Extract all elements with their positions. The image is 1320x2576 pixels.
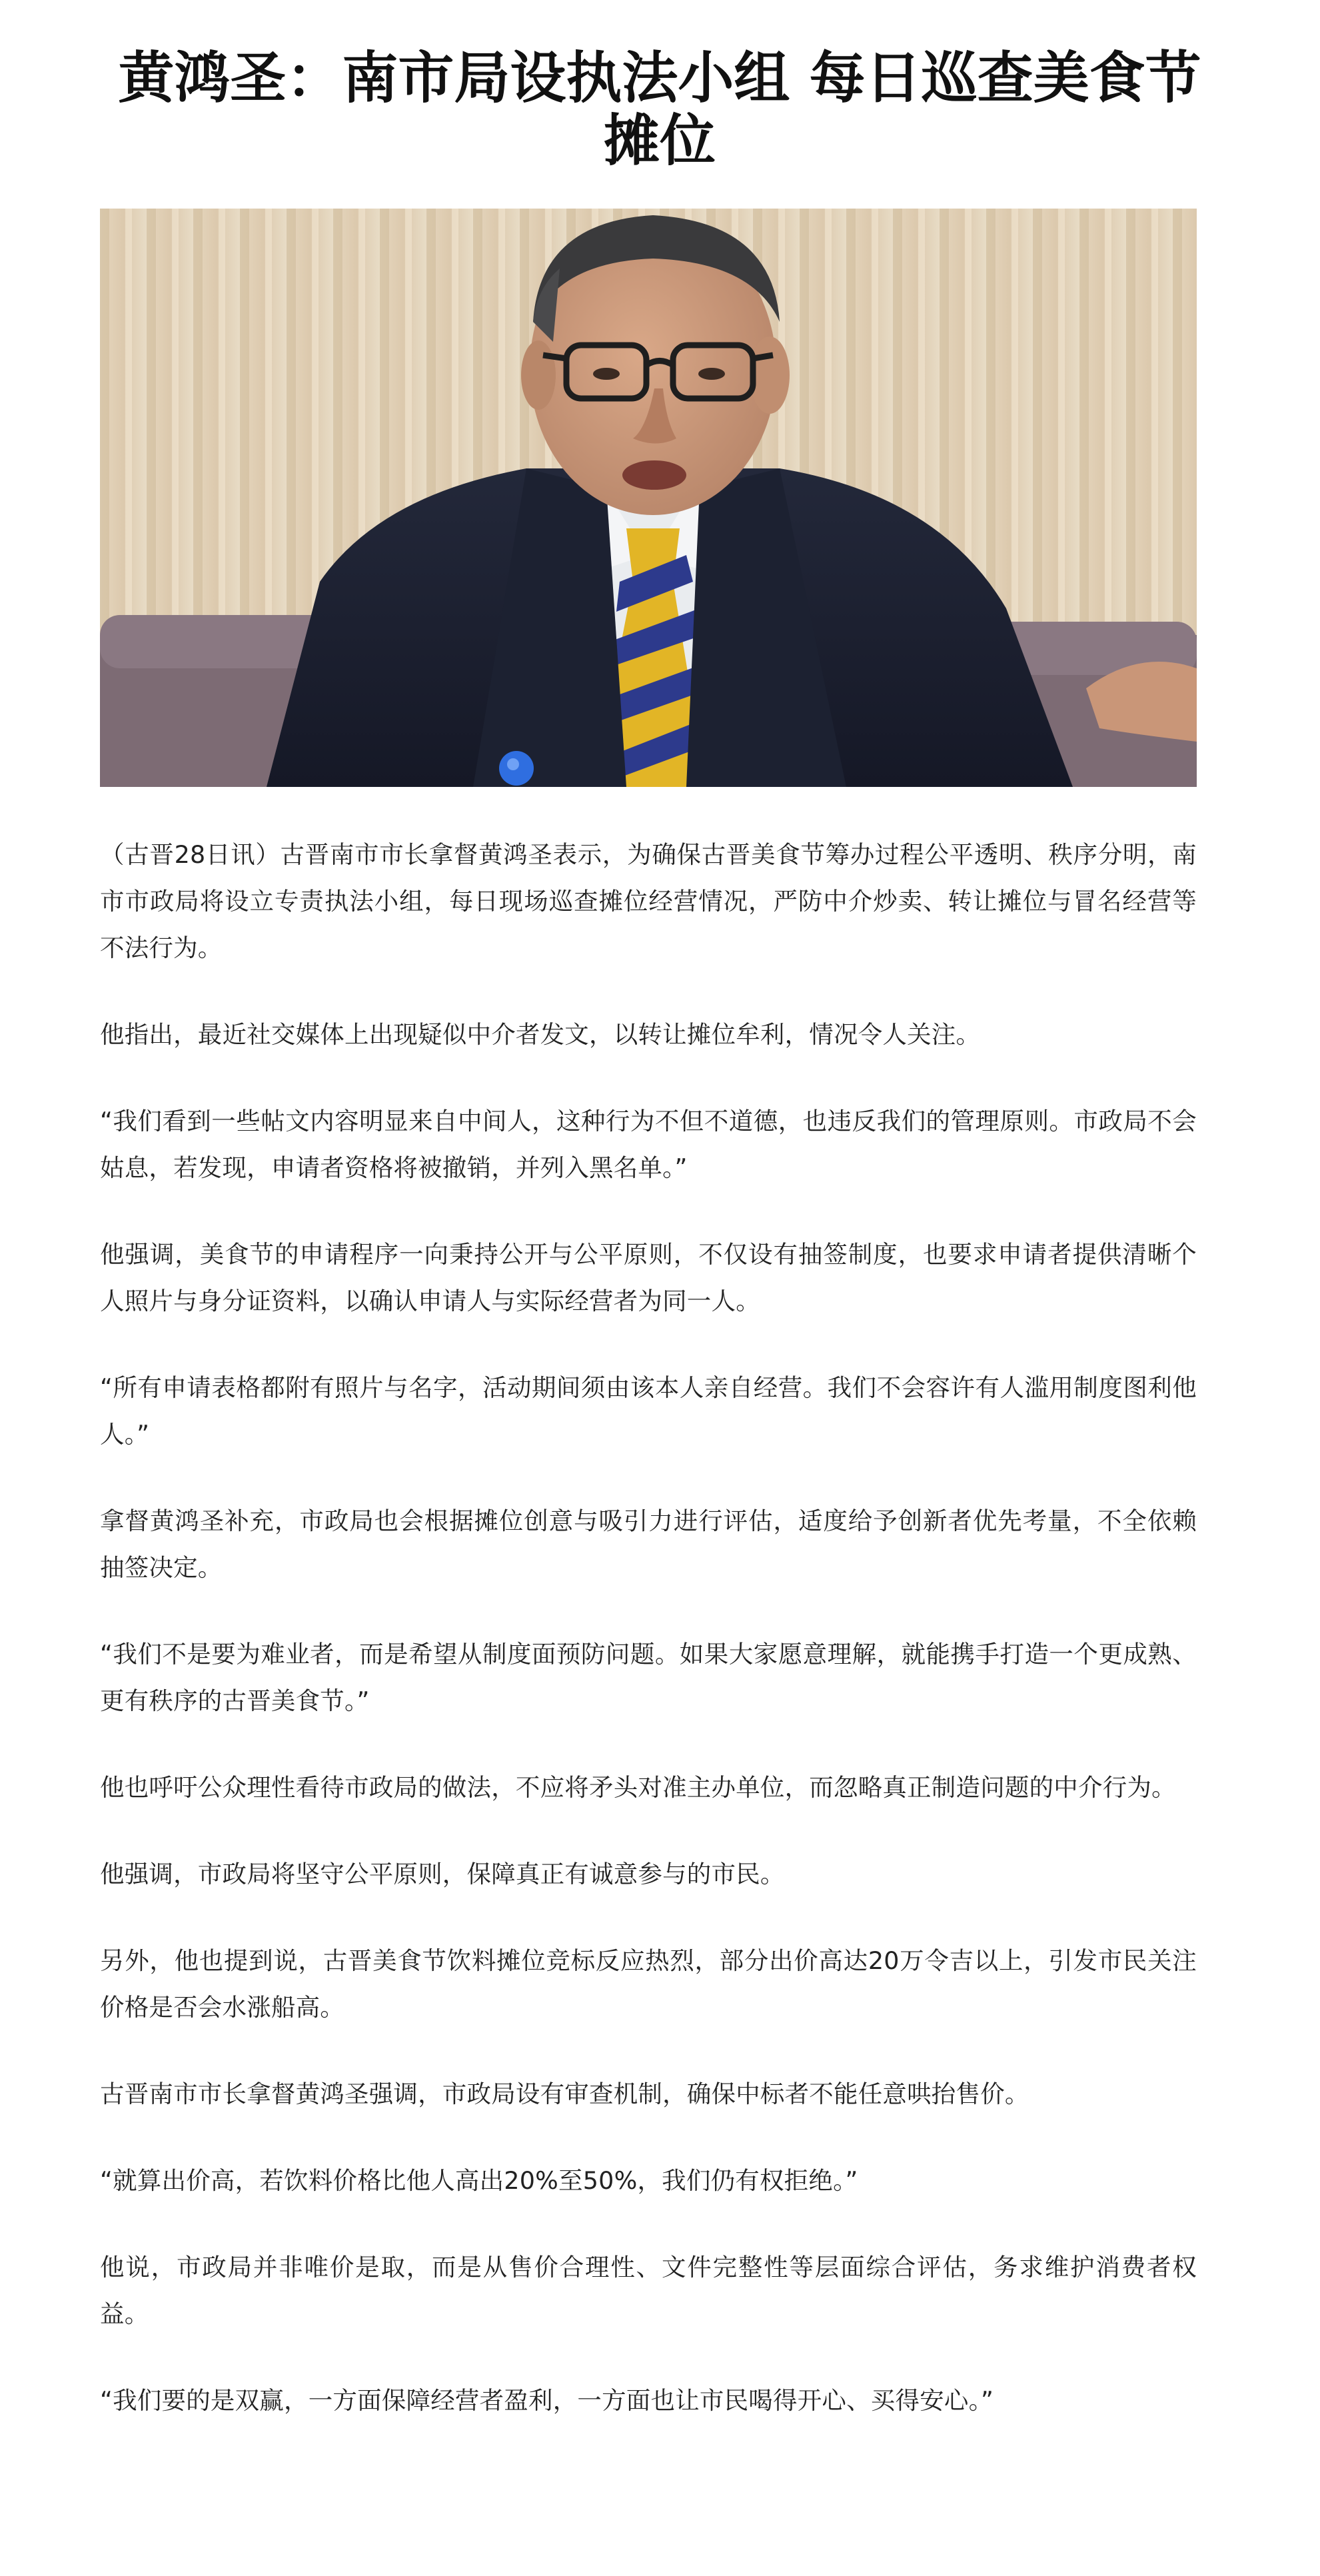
paragraph: “我们看到一些帖文内容明显来自中间人，这种行为不但不道德，也违反我们的管理原则。市政局不会姑息，若发现，申请者资格将被撤销，并列入黑名单。” <box>100 1107 1197 1182</box>
paragraph: 古晋南市市长拿督黄鸿圣强调，市政局设有审查机制，确保中标者不能任意哄抬售价。 <box>100 2080 1029 2108</box>
paragraph: 拿督黄鸿圣补充，市政局也会根据摊位创意与吸引力进行评估，适度给予创新者优先考量，不全依赖抽签决定。 <box>100 1507 1197 1582</box>
paragraph: “我们不是要为难业者，而是希望从制度面预防问题。如果大家愿意理解，就能携手打造一个更成熟、更有秩序的古晋美食节。” <box>100 1640 1197 1715</box>
paragraph: 他说，市政局并非唯价是取，而是从售价合理性、文件完整性等层面综合评估，务求维护消费者权益。 <box>100 2253 1197 2328</box>
paragraph: “我们要的是双赢，一方面保障经营者盈利，一方面也让市民喝得开心、买得安心。” <box>100 2386 994 2415</box>
paragraph: “就算出价高，若饮料价格比他人高出20%至50%，我们仍有权拒绝。” <box>100 2166 858 2195</box>
article-body <box>100 832 1197 2464</box>
portrait-illustration <box>100 209 1197 787</box>
paragraph: 他强调，市政局将坚守公平原则，保障真正有诚意参与的市民。 <box>100 1860 785 1888</box>
paragraph: 另外，他也提到说，古晋美食节饮料摊位竞标反应热烈，部分出价高达20万令吉以上，引发市民关注价格是否会水涨船高。 <box>100 1946 1197 2022</box>
hero-photo <box>100 209 1197 787</box>
article-title: 黄鸿圣：南市局设执法小组 每日巡查美食节摊位 <box>118 45 1201 173</box>
paragraph: 他强调，美食节的申请程序一向秉持公开与公平原则，不仅设有抽签制度，也要求申请者提供清晰个人照片与身分证资料，以确认申请人与实际经营者为同一人。 <box>100 1240 1197 1315</box>
paragraph: （古晋28日讯）古晋南市市长拿督黄鸿圣表示，为确保古晋美食节筹办过程公平透明、秩序分明，南市市政局将设立专责执法小组，每日现场巡查摊位经营情况，严防中介炒卖、转让摊位与冒名经营等不法行为。 <box>100 840 1197 962</box>
paragraph: 他指出，最近社交媒体上出现疑似中介者发文，以转让摊位牟利，情况令人关注。 <box>100 1020 981 1049</box>
paragraph: 他也呼吁公众理性看待市政局的做法，不应将矛头对准主办单位，而忽略真正制造问题的中介行为。 <box>100 1773 1176 1802</box>
paragraph: “所有申请表格都附有照片与名字，活动期间须由该本人亲自经营。我们不会容许有人滥用制度图利他人。” <box>100 1373 1197 1449</box>
